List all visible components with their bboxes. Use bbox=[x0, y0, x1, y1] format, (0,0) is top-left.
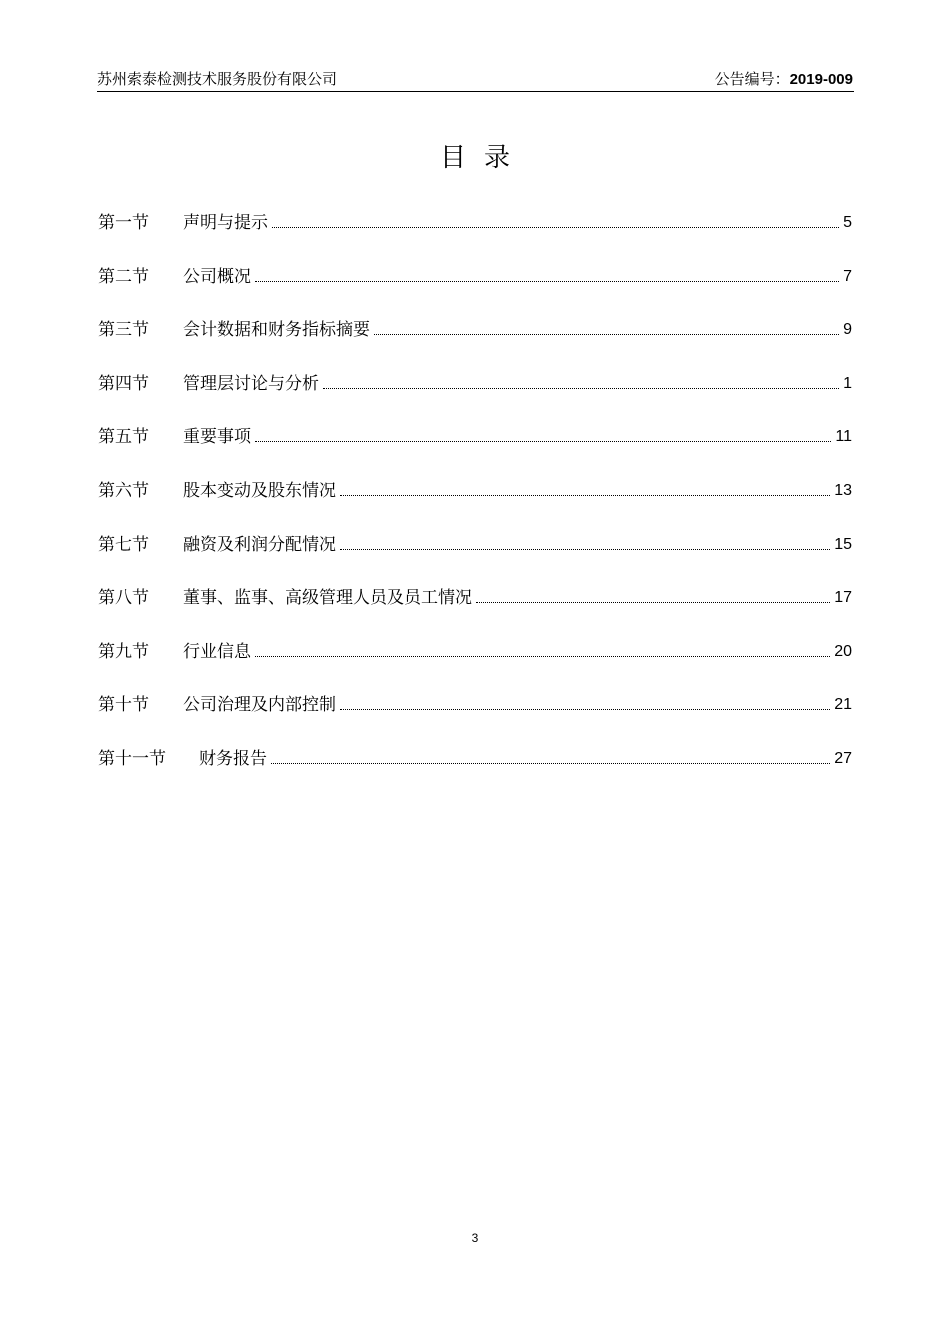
toc-section-label: 第七节 bbox=[98, 534, 149, 555]
toc-entry-8[interactable] bbox=[98, 585, 852, 639]
toc-entry-10[interactable] bbox=[98, 692, 852, 746]
page-footer bbox=[0, 1229, 950, 1247]
toc-section-title: 重要事项 bbox=[183, 427, 251, 448]
toc-section-label: 第八节 bbox=[98, 588, 149, 609]
page-title: 目录 bbox=[439, 143, 528, 173]
toc-page-number: 21 bbox=[834, 696, 852, 714]
toc-entry-6[interactable] bbox=[98, 478, 852, 532]
toc-entry-9[interactable] bbox=[98, 639, 852, 693]
toc-leader-dots bbox=[476, 585, 830, 603]
page-header bbox=[97, 67, 853, 91]
toc-entry-1[interactable] bbox=[98, 210, 852, 264]
toc-entry-3[interactable] bbox=[98, 317, 852, 371]
toc-section-label: 第一节 bbox=[98, 213, 149, 233]
toc-page-number: 27 bbox=[834, 749, 852, 767]
toc-section-title: 会计数据和财务指标摘要 bbox=[183, 320, 370, 341]
toc-page-number: 15 bbox=[834, 535, 852, 553]
toc-page-number: 20 bbox=[834, 642, 852, 660]
toc-section-label: 第五节 bbox=[98, 427, 149, 448]
toc-page-number: 9 bbox=[843, 321, 852, 339]
toc-page-number: 17 bbox=[834, 589, 852, 607]
toc-leader-dots bbox=[271, 746, 830, 764]
toc-section-label: 第二节 bbox=[98, 266, 149, 287]
toc-page-number: 1 bbox=[843, 374, 852, 392]
toc-entry-2[interactable] bbox=[98, 264, 852, 318]
toc-section-title: 股本变动及股东情况 bbox=[183, 480, 336, 501]
toc-section-title: 财务报告 bbox=[199, 748, 267, 769]
toc-section-title: 公司概况 bbox=[183, 266, 251, 287]
toc-page-number: 7 bbox=[843, 267, 852, 285]
announcement-number-value: 2019-009 bbox=[789, 71, 853, 88]
header-divider bbox=[97, 91, 854, 92]
toc-leader-dots bbox=[340, 478, 830, 496]
toc-section-label: 第十一节 bbox=[98, 748, 166, 769]
toc-entry-5[interactable] bbox=[98, 424, 852, 478]
toc-section-label: 第六节 bbox=[98, 480, 149, 501]
toc-section-title: 融资及利润分配情况 bbox=[183, 534, 336, 555]
toc-section-title: 管理层讨论与分析 bbox=[183, 373, 319, 394]
toc-entry-4[interactable] bbox=[98, 371, 852, 425]
toc-leader-dots bbox=[340, 532, 830, 550]
toc-entry-7[interactable] bbox=[98, 532, 852, 586]
toc-section-title: 行业信息 bbox=[183, 641, 251, 662]
toc-leader-dots bbox=[255, 264, 839, 282]
toc-section-title: 公司治理及内部控制 bbox=[183, 695, 336, 716]
toc-section-title: 董事、监事、高级管理人员及员工情况 bbox=[183, 588, 472, 609]
toc-section-label: 第四节 bbox=[98, 373, 149, 394]
toc-section-label: 第九节 bbox=[98, 641, 149, 662]
toc-section-title: 声明与提示 bbox=[183, 213, 268, 233]
announcement-number bbox=[715, 67, 853, 92]
page-number: 3 bbox=[471, 1231, 479, 1245]
toc-leader-dots bbox=[323, 371, 839, 389]
toc-leader-dots bbox=[374, 317, 839, 335]
toc-section-label: 第三节 bbox=[98, 320, 149, 341]
announcement-label: 公告编号： bbox=[714, 70, 790, 88]
toc-page-number: 13 bbox=[834, 481, 852, 499]
toc-leader-dots bbox=[340, 692, 830, 710]
toc-page-number: 11 bbox=[835, 428, 852, 446]
company-name: 苏州索泰检测技术服务股份有限公司 bbox=[97, 70, 338, 88]
table-of-contents bbox=[98, 210, 852, 800]
toc-entry-11[interactable] bbox=[98, 746, 852, 800]
toc-page-number: 5 bbox=[843, 214, 852, 231]
toc-leader-dots bbox=[272, 210, 839, 228]
toc-section-label: 第十节 bbox=[98, 695, 149, 716]
toc-leader-dots bbox=[255, 424, 831, 442]
toc-leader-dots bbox=[255, 639, 830, 657]
